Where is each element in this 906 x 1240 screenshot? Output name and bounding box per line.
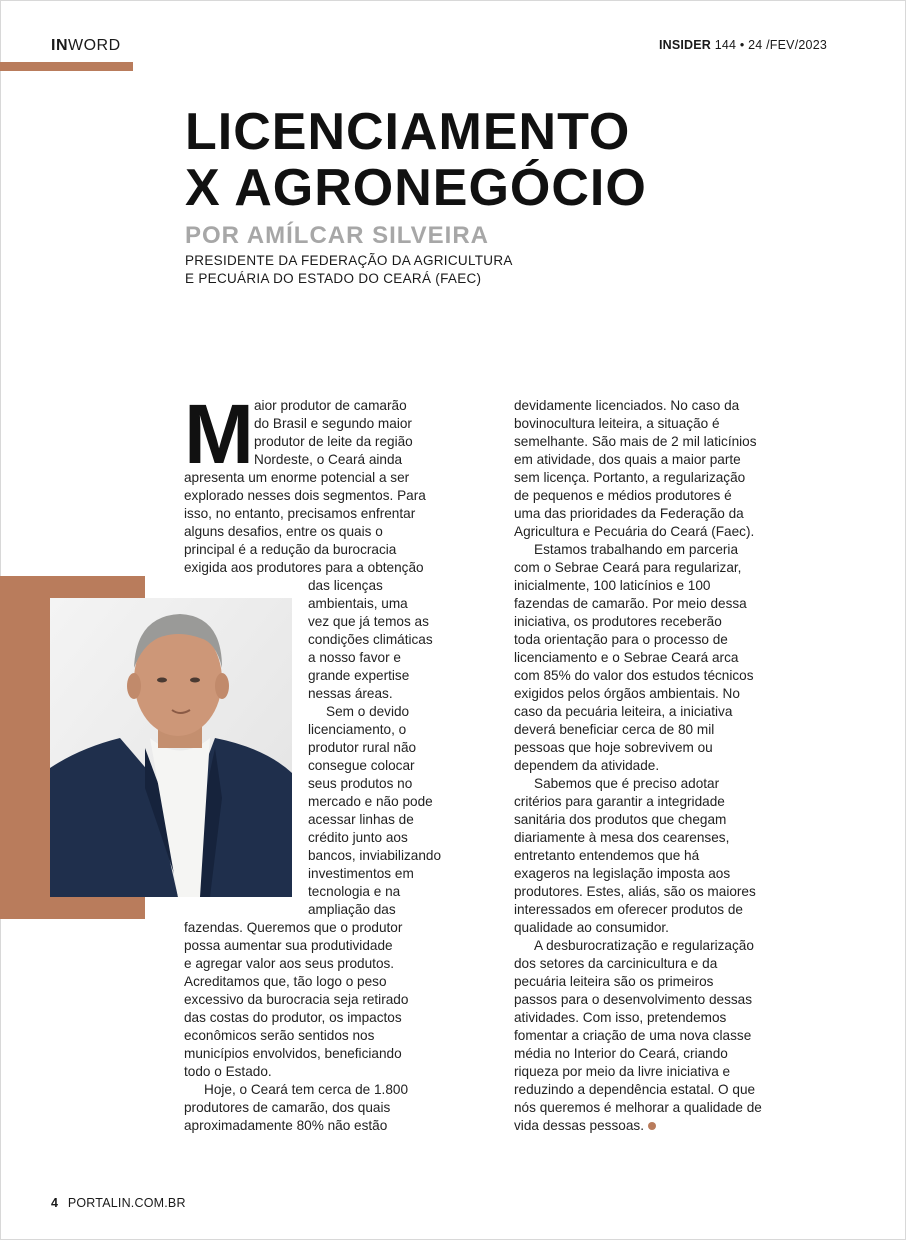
author-role-line: E PECUÁRIA DO ESTADO DO CEARÁ (FAEC) — [185, 271, 482, 286]
article-line: Sabemos que é preciso adotar — [534, 776, 720, 791]
article-line: com 85% do valor dos estudos técnicos — [514, 668, 754, 683]
article-line: licenciamento, o — [308, 722, 407, 737]
article-line: passos para o desenvolvimento dessas — [514, 992, 753, 1007]
article-line: do Brasil e segundo maior — [254, 416, 412, 431]
article-line: vez que já temos as — [308, 614, 429, 629]
section-label-bold: IN — [51, 37, 68, 54]
article-line: acessar linhas de — [308, 812, 414, 827]
article-line: de pequenos e médios produtores é — [514, 488, 732, 503]
article-line: principal é a redução da burocracia — [184, 542, 397, 557]
article-line: inicialmente, 100 laticínios e 100 — [514, 578, 711, 593]
article-end-mark-icon — [648, 1122, 656, 1130]
section-label-rest: WORD — [68, 37, 121, 54]
article-line: dependem da atividade. — [514, 758, 660, 773]
article-line: todo o Estado. — [184, 1064, 272, 1079]
article-line: investimentos em — [308, 866, 414, 881]
article-line: apresenta um enorme potencial a ser — [184, 470, 410, 485]
article-line: A desburocratização e regularização — [534, 938, 754, 953]
article-line: vida dessas pessoas. — [514, 1117, 762, 1135]
author-role-line: PRESIDENTE DA FEDERAÇÃO DA AGRICULTURA — [185, 253, 513, 268]
article-line: em atividade, dos quais a maior parte — [514, 452, 741, 467]
article-line: seus produtos no — [308, 776, 413, 791]
article-line: Agricultura e Pecuária do Ceará (Faec). — [514, 524, 755, 539]
article-line: sanitária dos produtos que chegam — [514, 812, 727, 827]
article-line: municípios envolvidos, beneficiando — [184, 1046, 402, 1061]
section-label — [51, 37, 121, 55]
article-line: uma das prioridades da Federação da — [514, 506, 744, 521]
article-line: das licenças — [308, 578, 383, 593]
article-line: produtores de camarão, dos quais — [184, 1100, 391, 1115]
article-line: deverá beneficiar cerca de 80 mil — [514, 722, 715, 737]
article-line: produtores. Estes, aliás, são os maiores — [514, 884, 756, 899]
author-role — [185, 252, 513, 288]
article-line: excessivo da burocracia seja retirado — [184, 992, 409, 1007]
article-line: diariamente à mesa dos cearenses, — [514, 830, 730, 845]
drop-cap: M — [184, 387, 254, 481]
article-title — [185, 104, 647, 216]
article-line: critérios para garantir a integridade — [514, 794, 725, 809]
article-line: tecnologia e na — [308, 884, 401, 899]
issue-date: 24 /FEV/2023 — [748, 38, 827, 52]
issue-number: 144 — [714, 38, 737, 52]
article-line: entretanto entendemos que há — [514, 848, 700, 863]
article-line: semelhante. São mais de 2 mil laticínios — [514, 434, 757, 449]
article-line: iniciativa, os produtores receberão — [514, 614, 722, 629]
article-column-2 — [514, 397, 762, 1135]
page-number: 4 — [51, 1196, 59, 1210]
article-line: exigidos pelos órgãos ambientais. No — [514, 686, 740, 701]
article-line: bovinocultura leiteira, a situação é — [514, 416, 720, 431]
article-line: consegue colocar — [308, 758, 415, 773]
article-line: fazendas. Queremos que o produtor — [184, 920, 403, 935]
article-line: e agregar valor aos seus produtos. — [184, 956, 395, 971]
article-line: Acreditamos que, tão logo o peso — [184, 974, 387, 989]
issue-separator: • — [739, 38, 745, 52]
article-line: licenciamento e o Sebrae Ceará arca — [514, 650, 739, 665]
article-line: possa aumentar sua produtividade — [184, 938, 393, 953]
article-line: alguns desafios, entre os quais o — [184, 524, 383, 539]
article-line: Sem o devido — [326, 704, 410, 719]
article-line: com o Sebrae Ceará para regularizar, — [514, 560, 742, 575]
article-line: pecuária leiteira são os primeiros — [514, 974, 714, 989]
article-line: pessoas que hoje sobrevivem ou — [514, 740, 713, 755]
article-line: crédito junto aos — [308, 830, 408, 845]
article-line: isso, no entanto, precisamos enfrentar — [184, 506, 416, 521]
article-line: dos setores da carcinicultura e da — [514, 956, 718, 971]
publication-name: INSIDER — [658, 38, 712, 52]
article-line: explorado nesses dois segmentos. Para — [184, 488, 426, 503]
article-line: das costas do produtor, os impactos — [184, 1010, 402, 1025]
article-line: sem licença. Portanto, a regularização — [514, 470, 746, 485]
article-line: qualidade ao consumidor. — [514, 920, 669, 935]
article-line: condições climáticas — [308, 632, 433, 647]
article-line: bancos, inviabilizando — [308, 848, 442, 863]
article-line: interessados em oferecer produtos de — [514, 902, 743, 917]
article-line: produtor rural não — [308, 740, 417, 755]
article-line: nessas áreas. — [308, 686, 393, 701]
article-line: toda orientação para o processo de — [514, 632, 728, 647]
page-footer — [51, 1196, 186, 1210]
article-line: nós queremos é melhorar a qualidade de — [514, 1100, 762, 1115]
article-line: a nosso favor e — [308, 650, 401, 665]
author-byline: POR AMÍLCAR SILVEIRA — [185, 222, 490, 249]
article-line: devidamente licenciados. No caso da — [514, 398, 740, 413]
article-line: fazendas de camarão. Por meio dessa — [514, 596, 747, 611]
article-line: mercado e não pode — [308, 794, 433, 809]
article-line: riqueza por meio da livre iniciativa e — [514, 1064, 731, 1079]
article-line: exageros na legislação imposta aos — [514, 866, 731, 881]
article-line: reduzindo a dependência estatal. O que — [514, 1082, 756, 1097]
article-line: produtor de leite da região — [254, 434, 413, 449]
article-line: Nordeste, o Ceará ainda — [254, 452, 403, 467]
article-line: econômicos serão sentidos nos — [184, 1028, 375, 1043]
article-line: grande expertise — [308, 668, 410, 683]
article-line: Estamos trabalhando em parceria — [534, 542, 739, 557]
article-line: ambientais, uma — [308, 596, 408, 611]
author-photo — [50, 598, 292, 897]
article-line: média no Interior do Ceará, criando — [514, 1046, 728, 1061]
article-line: fomentar a criação de uma nova classe — [514, 1028, 752, 1043]
article-line: aproximadamente 80% não estão — [184, 1118, 388, 1133]
article-line: Hoje, o Ceará tem cerca de 1.800 — [204, 1082, 409, 1097]
issue-info — [659, 38, 827, 52]
author-portrait-illustration — [50, 598, 292, 897]
title-line: X AGRONEGÓCIO — [185, 159, 647, 217]
article-line: ampliação das — [308, 902, 396, 917]
title-line: LICENCIAMENTO — [185, 103, 631, 161]
article-line: aior produtor de camarão — [254, 398, 407, 413]
site-url: PORTALIN.COM.BR — [67, 1196, 186, 1210]
article-line: atividades. Com isso, pretendemos — [514, 1010, 727, 1025]
section-accent-bar — [0, 62, 133, 71]
article-line: exigida aos produtores para a obtenção — [184, 560, 424, 575]
article-line: caso da pecuária leiteira, a iniciativa — [514, 704, 733, 719]
